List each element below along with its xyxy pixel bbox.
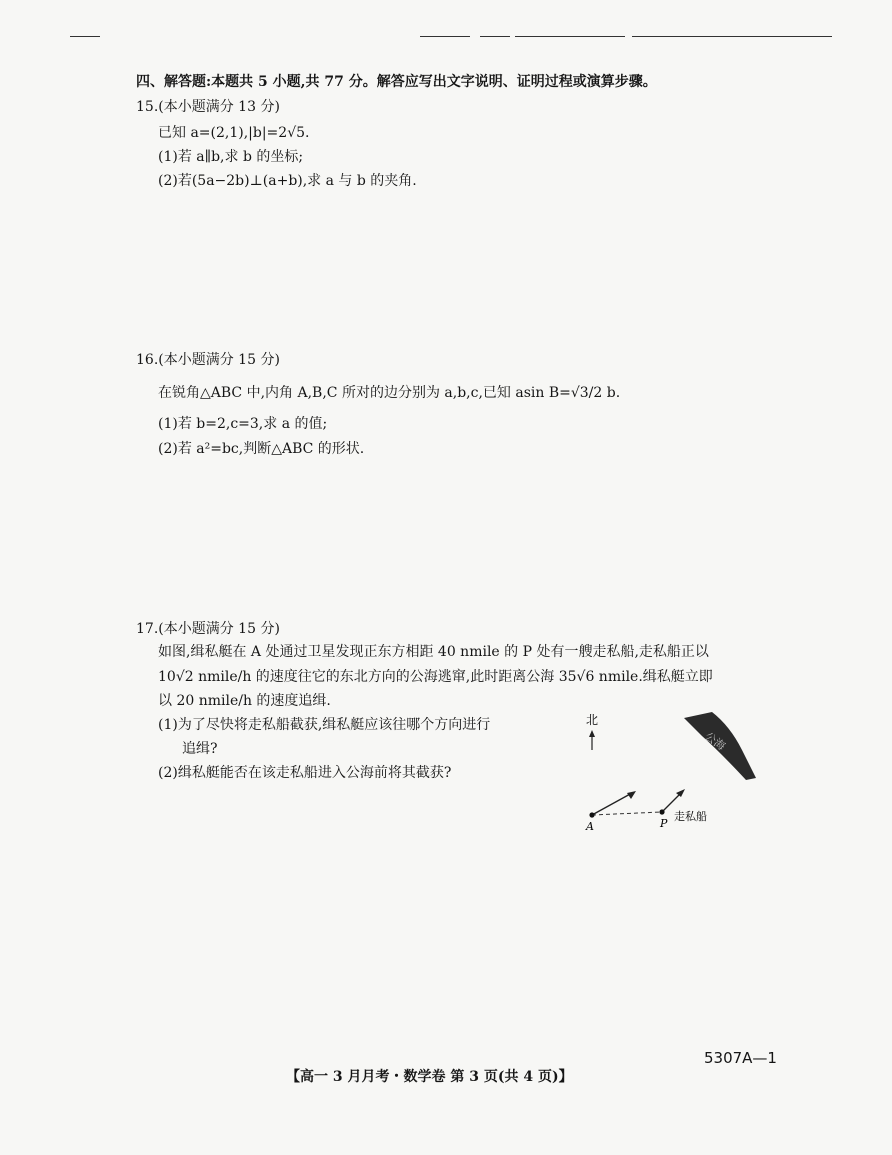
q16-title: 16.(本小题满分 15 分) [136,352,280,368]
page-footer: 【高一 3 月月考・数学卷 第 3 页(共 4 页)】 [286,1069,573,1085]
q17-line1: 如图,缉私艇在 A 处通过卫星发现正东方相距 40 nmile 的 P 处有一艘走私船,走私船正以 [158,644,709,660]
interceptor-course-arrow [592,791,636,815]
smuggler-course-arrow [662,789,685,812]
north-label: 北 [586,713,599,727]
q17-line2: 10√2 nmile/h 的速度往它的东北方向的公海逃窜,此时距离公海 35√6 nmile.缉私艇立即 [158,669,713,685]
section-header: 四、解答题:本题共 5 小题,共 77 分。解答应写出文字说明、证明过程或演算步骤。 [136,74,657,90]
header-rule [632,36,832,37]
q15-title: 15.(本小题满分 13 分) [136,99,280,115]
segment-ap [592,812,662,815]
header-rule [515,36,625,37]
q17-part2: (2)缉私艇能否在该走私船进入公海前将其截获? [158,765,452,781]
header-rule [70,36,100,37]
north-arrow-icon [589,730,595,750]
point-p-dot [659,809,664,814]
q17-part1-cont: 追缉? [182,741,218,757]
q15-part2: (2)若(5a−2b)⊥(a+b),求 a 与 b 的夹角. [158,173,417,189]
paper-code: 5307A—1 [704,1049,777,1067]
point-a-dot [589,812,594,817]
q17-line3: 以 20 nmile/h 的速度追缉. [158,693,331,709]
point-p-label: P [660,817,668,830]
q16-part2: (2)若 a²=bc,判断△ABC 的形状. [158,441,365,457]
ship-label: 走私船 [674,810,707,823]
q15-part1: (1)若 a∥b,求 b 的坐标; [158,149,304,165]
q16-given: 在锐角△ABC 中,内角 A,B,C 所对的边分别为 a,b,c,已知 asin B=√3/2 b. [158,385,621,401]
header-rule [420,36,470,37]
header-rule [480,36,510,37]
q17-title: 17.(本小题满分 15 分) [136,621,280,637]
high-seas-label: 公海 [702,729,728,754]
q17-part1: (1)为了尽快将走私船截获,缉私艇应该往哪个方向进行 [158,717,491,733]
pursuit-diagram [580,700,770,840]
q16-part1: (1)若 b=2,c=3,求 a 的值; [158,416,328,432]
point-a-label: A [586,820,594,833]
high-seas-region [684,712,756,780]
q15-given: 已知 a=(2,1),|b|=2√5. [158,125,310,141]
